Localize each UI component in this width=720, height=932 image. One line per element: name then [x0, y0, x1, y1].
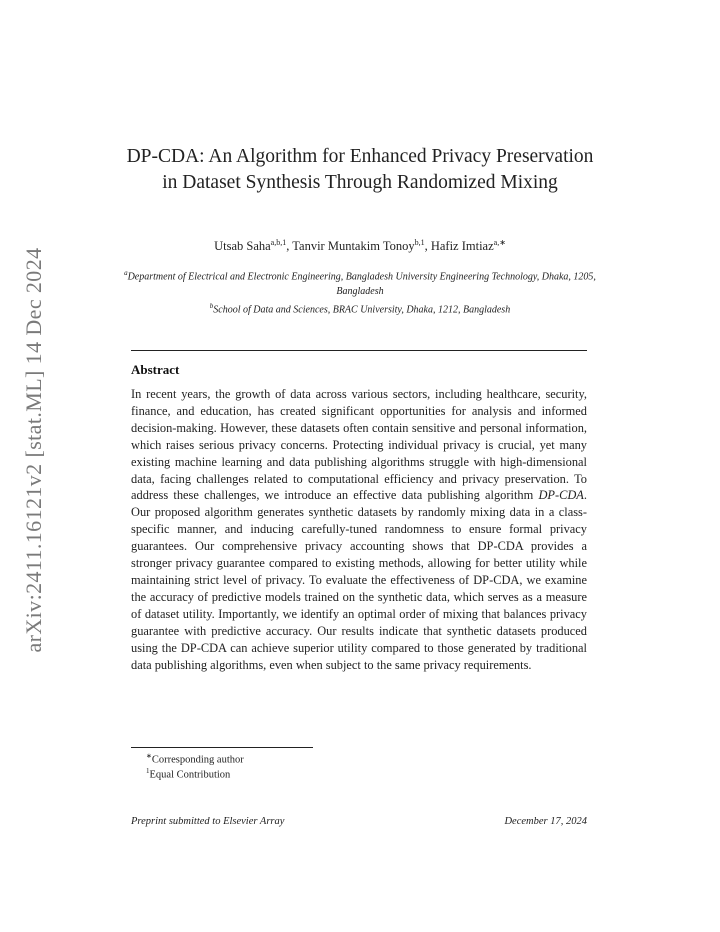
abstract-text-part: . Our proposed algorithm generates synthetic datasets by randomly mixing data in a class-specific manner, and inducing carefully-tuned randomness to ensure formal privacy guarantees. Our comprehensive privacy accounting shows that DP-CDA provides a stronger privacy guarantee compared to existing methods, allowing for better utility while maintaining strict level of privacy. To evaluate the effectiveness of DP-CDA, we examine the accuracy of predictive models trained on the synthetic data, which serves as a measure of dataset utility. Importantly, we identify an optimal order of mixing that balances privacy guarantee with predictive accuracy. Our results indicate that synthetic datasets produced using the DP-CDA can achieve superior utility compared to those generated by traditional data publishing algorithms, even when subject to the same privacy requirements. [131, 488, 587, 672]
footnote-text: Equal Contribution [149, 769, 231, 781]
author-affiliation-marks: b,1 [414, 238, 425, 247]
abstract-text [131, 386, 587, 673]
author-name: Tanvir Muntakim Tonoy [292, 239, 415, 254]
author-name: Utsab Saha [214, 239, 271, 254]
author-list: Utsab Saha$^{a,b,1}$, Tanvir Muntakim Tonoy$^{b,1}$, Hafiz Imtiaz$^{a,∗}$ [214, 238, 506, 254]
abstract-heading: Abstract [131, 362, 180, 377]
arxiv-identifier-stamp: arXiv:2411.16121v2 [stat.ML] 14 Dec 2024 [21, 247, 46, 653]
abstract-text-part: In recent years, the growth of data across various sectors, including healthcare, security, finance, and education, has created significant opportunities for analysis and informed decision-making. However, these datasets often contain sensitive and personal information, which raises serious privacy concerns. Protecting individual privacy is crucial, yet many existing machine learning and data publishing algorithms struggle with high-dimensional data, facing challenges related to computational efficiency and privacy preservation. To address these challenges, we introduce an effective data publishing algorithm [131, 387, 587, 503]
footnote-mark: ∗ [146, 752, 152, 760]
affiliation-text: Department of Electrical and Electronic Engineering, Bangladesh University Engineering Technology, Dhaka, 1205, Bangladesh [127, 271, 596, 297]
author-affiliation-marks: a,∗ [493, 238, 506, 247]
footnote-text: Corresponding author [151, 754, 244, 766]
affiliation-mark: b [209, 302, 214, 311]
footnote-equal-contribution [146, 767, 230, 781]
author-affiliation-marks: a,b,1 [270, 238, 287, 247]
submission-date: December 17, 2024 [504, 816, 587, 827]
footnote-corresponding-author [146, 752, 244, 766]
footnote-mark: 1 [146, 767, 150, 775]
paper-title: DP-CDA: An Algorithm for Enhanced Privacy Preservation in Dataset Synthesis Through Randomized Mixing [126, 146, 594, 193]
author-name: Hafiz Imtiaz [430, 239, 494, 254]
footnote-rule [131, 747, 313, 748]
abstract-emphasis: DP-CDA [538, 488, 584, 503]
affiliation-text: School of Data and Sciences, BRAC University, Dhaka, 1212, Bangladesh [213, 304, 511, 316]
affiliation-mark: a [124, 269, 128, 277]
preprint-note: Preprint submitted to Elsevier Array [131, 816, 285, 827]
abstract-top-rule [131, 350, 587, 351]
affiliation [120, 299, 600, 318]
affiliation-list [120, 266, 600, 318]
affiliation [120, 266, 600, 299]
